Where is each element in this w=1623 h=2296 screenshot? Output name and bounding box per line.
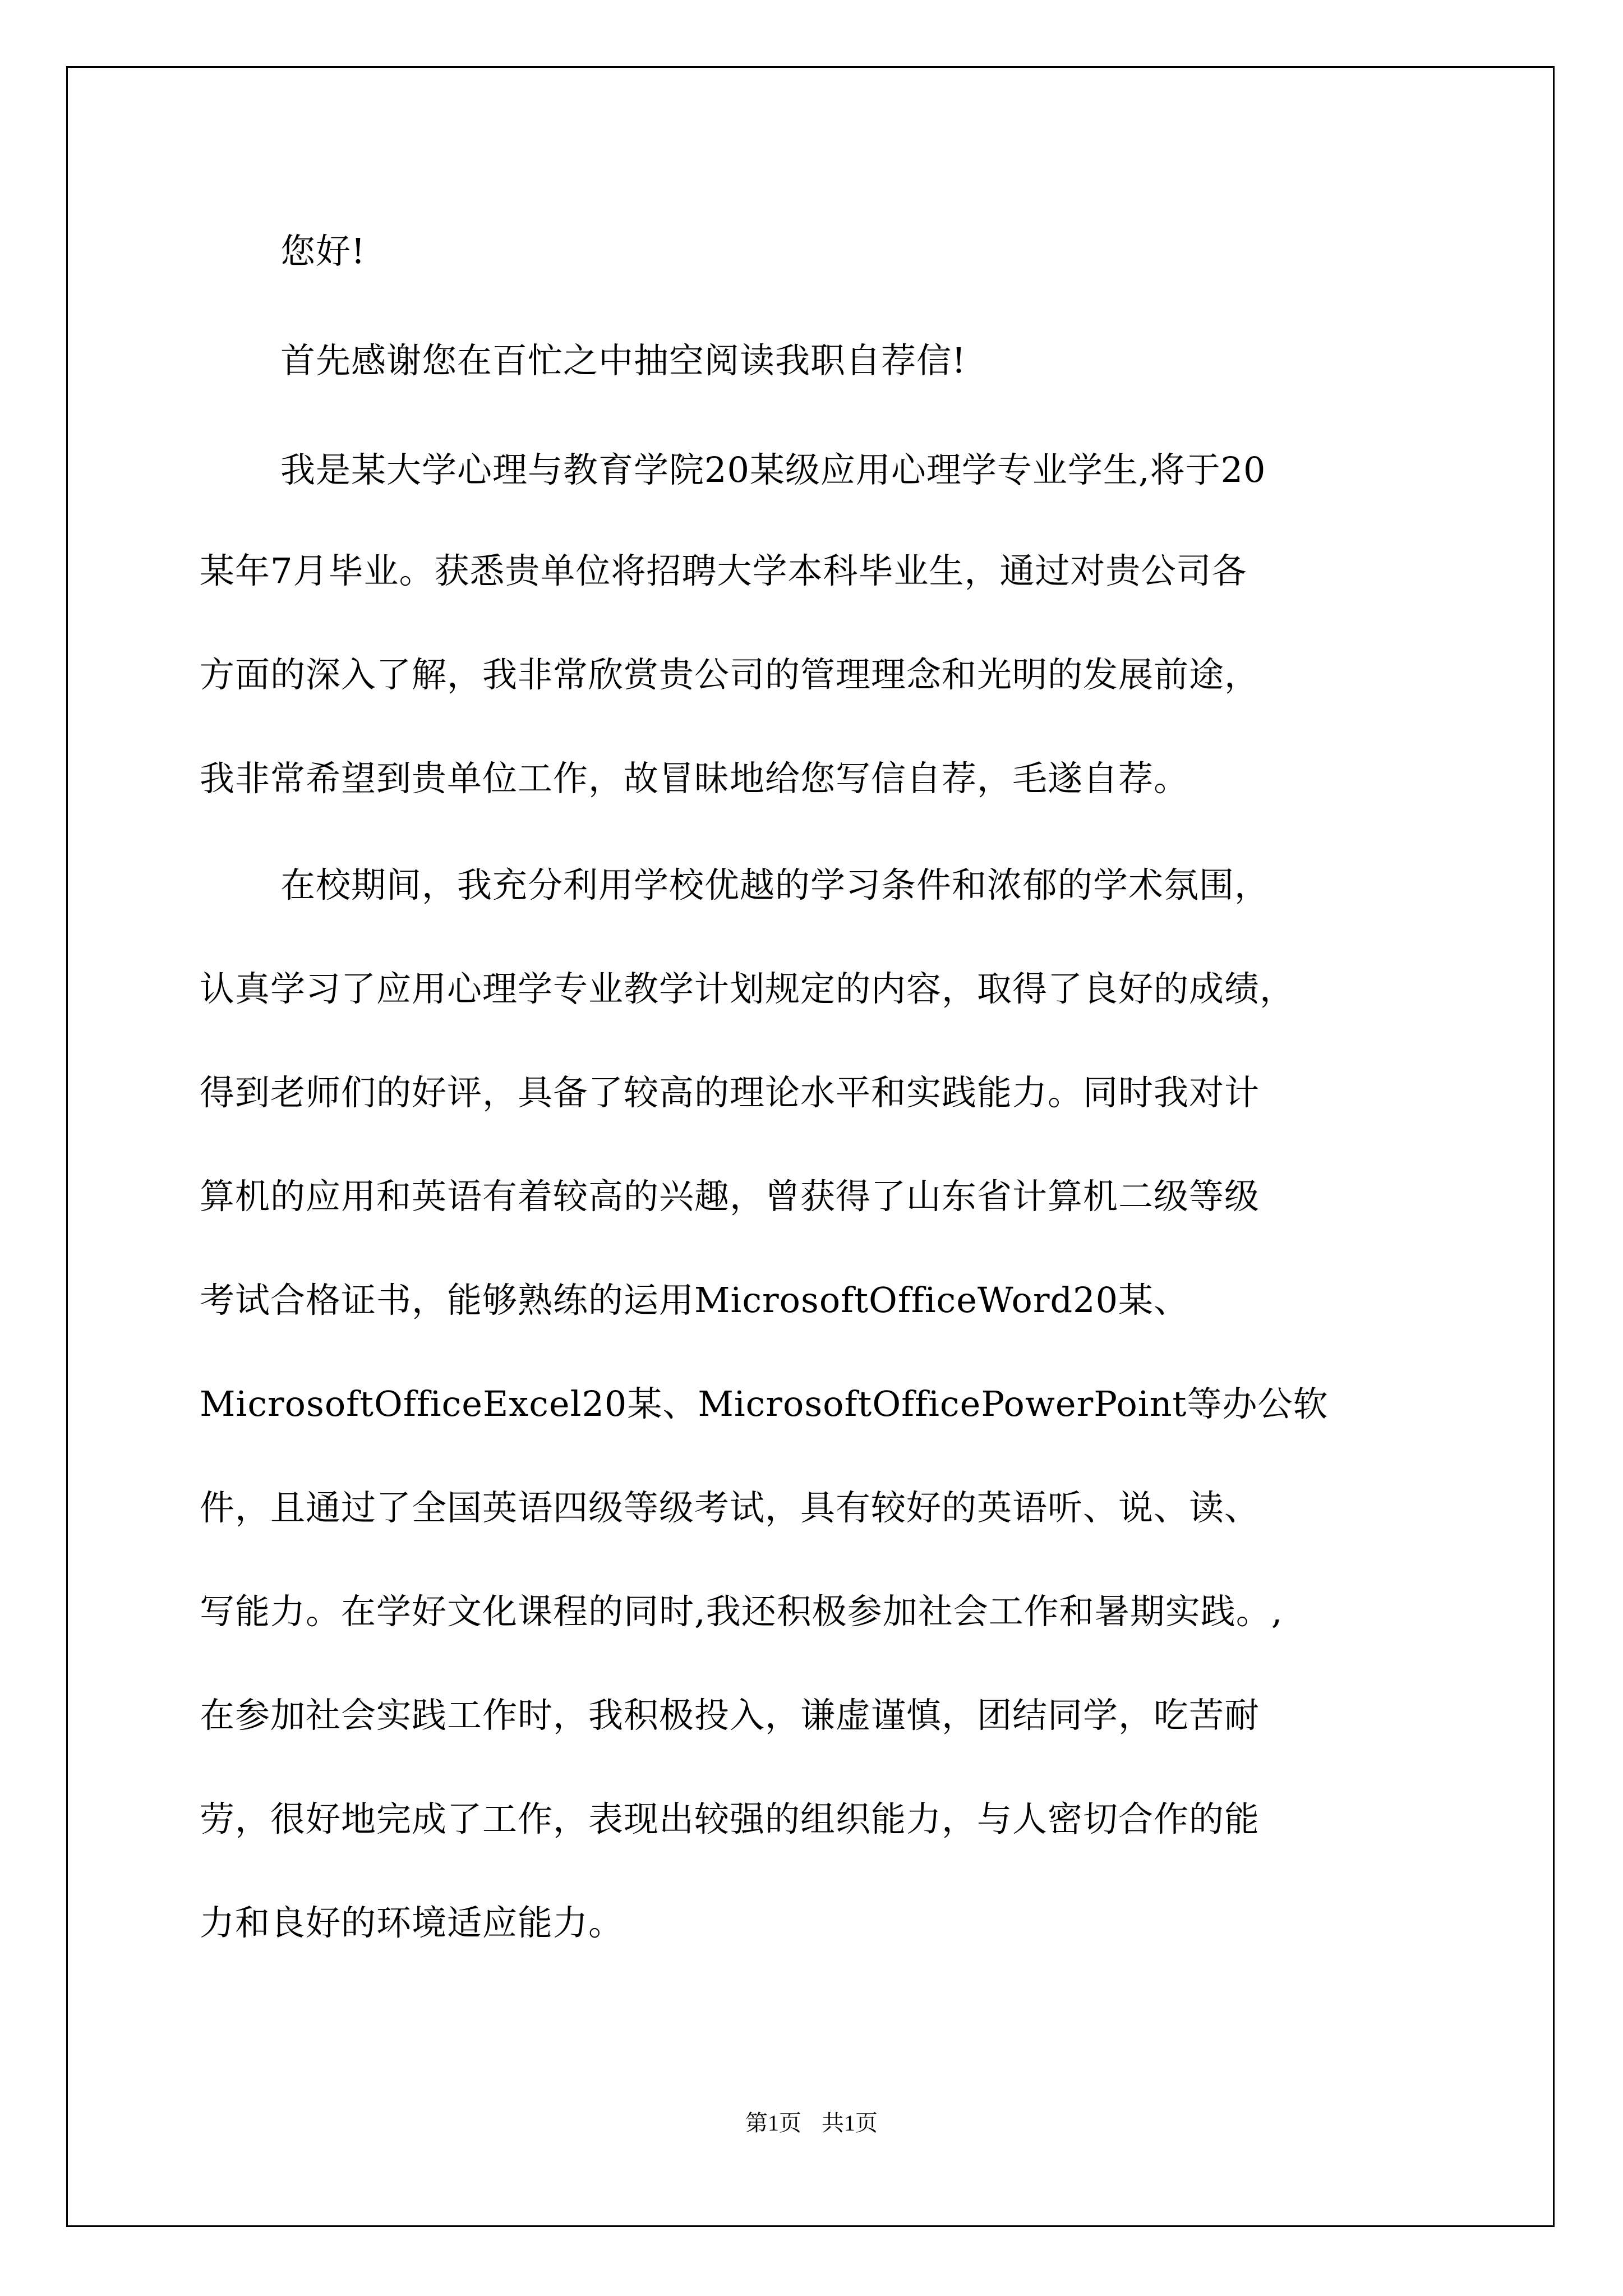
body-line: 考试合格证书，能够熟练的运用MicrosoftOfficeWord20某、 — [200, 1280, 1189, 1320]
body-line: 在校期间，我充分利用学校优越的学习条件和浓郁的学术氛围， — [280, 864, 1270, 905]
body-line: 认真学习了应用心理学专业教学计划规定的内容，取得了良好的成绩， — [200, 968, 1295, 1009]
body-line: 得到老师们的好评，具备了较高的理论水平和实践能力。同时我对计 — [200, 1072, 1260, 1113]
page-footer — [0, 2109, 1623, 2137]
page-number: 第1页 — [745, 2110, 801, 2136]
body-line: 方面的深入了解，我非常欣赏贵公司的管理理念和光明的发展前途， — [200, 654, 1260, 695]
body-line: 我非常希望到贵单位工作，故冒昧地给您写信自荐，毛遂自荐。 — [200, 758, 1189, 799]
body-line: 我是某大学心理与教育学院20某级应用心理学专业学生,将于20 — [280, 449, 1266, 490]
body-line: MicrosoftOfficeExcel20某、MicrosoftOfficePowerPoint等办公软 — [200, 1383, 1329, 1424]
body-line: 在参加社会实践工作时，我积极投入，谦虚谨慎，团结同学，吃苦耐 — [200, 1695, 1260, 1736]
body-line: 力和良好的环境适应能力。 — [200, 1902, 624, 1943]
body-line: 件，且通过了全国英语四级等级考试，具有较好的英语听、说、读、 — [200, 1487, 1260, 1528]
body-line: 算机的应用和英语有着较高的兴趣，曾获得了山东省计算机二级等级 — [200, 1176, 1260, 1217]
body-line: 写能力。在学好文化课程的同时,我还积极参加社会工作和暑期实践。, — [200, 1591, 1283, 1632]
greeting-line: 您好! — [280, 231, 366, 272]
page-total: 共1页 — [822, 2110, 878, 2136]
body-line: 劳，很好地完成了工作，表现出较强的组织能力，与人密切合作的能 — [200, 1798, 1260, 1839]
body-line: 首先感谢您在百忙之中抽空阅读我职自荐信! — [280, 340, 966, 381]
body-line: 某年7月毕业。获悉贵单位将招聘大学本科毕业生，通过对贵公司各 — [200, 550, 1247, 591]
